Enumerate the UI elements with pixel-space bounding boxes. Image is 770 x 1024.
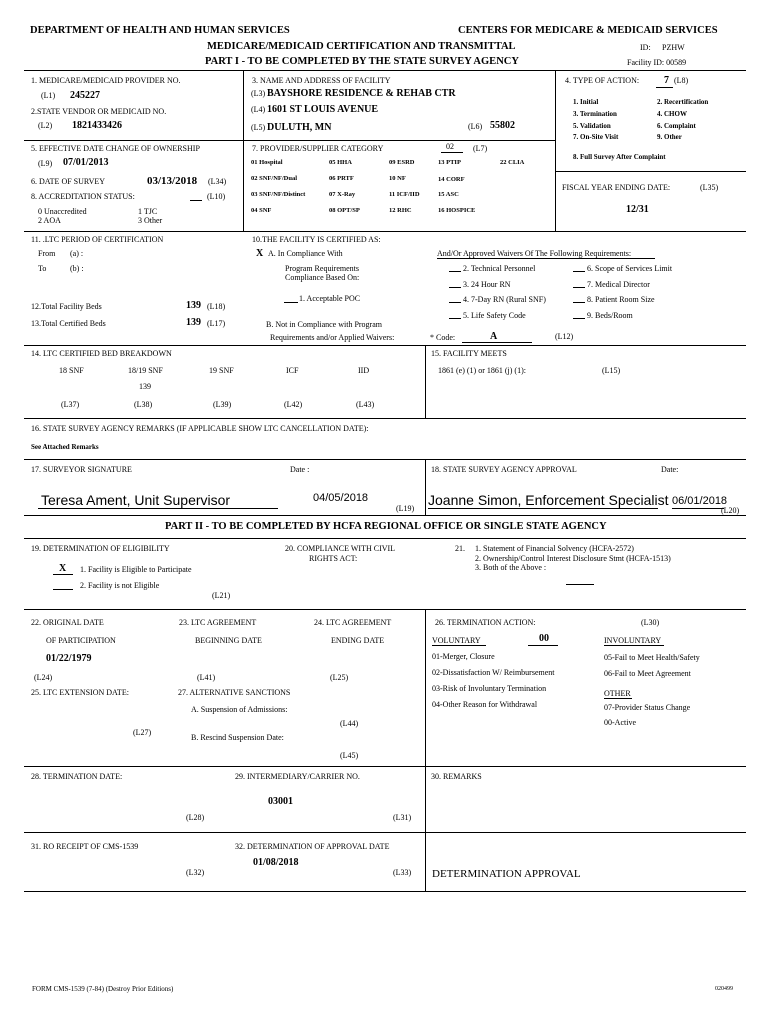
s7-code: (L7) — [473, 144, 488, 153]
rule — [555, 70, 556, 231]
bed-col: 18 SNF — [59, 366, 84, 375]
facility-zip: 55802 — [490, 120, 515, 131]
s11-to-b: (b) : — [70, 264, 84, 273]
s25-code: (L27) — [133, 728, 152, 737]
s17-date-label: Date : — [290, 465, 310, 474]
total-certified-beds: 139 — [186, 317, 201, 328]
bed-col: ICF — [286, 366, 299, 375]
s1-label: 1. MEDICARE/MEDICAID PROVIDER NO. — [31, 76, 181, 85]
s3-l6: (L6) — [468, 122, 483, 131]
s10-b1: B. Not in Compliance with Program — [266, 320, 382, 329]
s11-to: To — [38, 264, 47, 273]
s24-label: 24. LTC AGREEMENT — [314, 618, 392, 627]
s21-o1: 1. Statement of Financial Solvency (HCFA-2572) — [475, 544, 634, 553]
bed-code: (L39) — [213, 400, 232, 409]
s24-code: (L25) — [330, 673, 349, 682]
underline — [449, 287, 461, 288]
waiver-item: 5. Life Safety Code — [463, 311, 526, 320]
original-date: 01/22/1979 — [46, 653, 92, 664]
underline — [190, 200, 202, 201]
category-opt: 16 HOSPICE — [438, 207, 476, 214]
s8-label: 8. ACCREDITATION STATUS: — [31, 192, 135, 201]
category-opt: 10 NF — [389, 175, 406, 182]
s4-opt: 1. Initial — [573, 98, 599, 106]
s15-code: (L15) — [602, 366, 621, 375]
cms-title: CENTERS FOR MEDICARE & MEDICAID SERVICES — [458, 25, 718, 36]
s18-code: (L20) — [721, 506, 740, 515]
s10-label: 10.THE FACILITY IS CERTIFIED AS: — [252, 235, 381, 244]
s8-opt: 0 Unaccredited — [38, 207, 87, 216]
voluntary-opt: 01-Merger, Closure — [432, 652, 495, 661]
provider-category: 02 — [446, 142, 454, 151]
form-title: MEDICARE/MEDICAID CERTIFICATION AND TRANSMITTAL — [207, 41, 516, 52]
underline — [284, 302, 298, 303]
underline — [604, 645, 664, 646]
category-opt: 04 SNF — [251, 207, 272, 214]
s26-label: 26. TERMINATION ACTION: — [435, 618, 536, 627]
rule — [24, 418, 746, 419]
eligibility-mark: X — [59, 563, 67, 574]
s4-opt: 2. Recertification — [657, 98, 709, 106]
s4-opt: 3. Termination — [573, 110, 617, 118]
underline — [449, 271, 461, 272]
category-opt: 02 SNF/NF/Dual — [251, 175, 298, 182]
underline — [573, 287, 585, 288]
id-value: PZHW — [662, 43, 685, 52]
underline — [53, 589, 73, 590]
rule — [555, 171, 746, 172]
s27-l44: (L44) — [340, 719, 359, 728]
s4-opt: 8. Full Survey After Complaint — [573, 153, 666, 161]
remarks-text: See Attached Remarks — [31, 443, 99, 451]
underline — [449, 302, 461, 303]
s3-l5: (L5) — [251, 123, 266, 132]
s14-label: 14. LTC CERTIFIED BED BREAKDOWN — [31, 349, 172, 358]
waiver-item: 9. Beds/Room — [587, 311, 633, 320]
intermediary-no: 03001 — [268, 796, 293, 807]
underline — [437, 258, 655, 259]
rule — [24, 459, 746, 460]
bed-value: 139 — [139, 382, 151, 391]
s15-text: 1861 (e) (1) or 1861 (j) (1): — [438, 366, 526, 375]
s19-label: 19. DETERMINATION OF ELIGIBILITY — [31, 544, 170, 553]
s8-code: (L10) — [207, 192, 226, 201]
bed-code: (L42) — [284, 400, 303, 409]
bed-col: IID — [358, 366, 370, 375]
s11-from-a: (a) : — [70, 249, 84, 258]
s8-opt: 1 TJC — [138, 207, 158, 216]
category-opt: 01 Hospital — [251, 159, 283, 166]
s6-code: (L34) — [208, 177, 227, 186]
s31-label: 31. RO RECEIPT OF CMS-1539 — [31, 842, 139, 851]
s10-a: A. In Compliance With — [268, 249, 343, 258]
ownership-date: 07/01/2013 — [63, 157, 109, 168]
s10-b2: Requirements and/or Applied Waivers: — [270, 333, 395, 342]
s10-acc: 1. Acceptable POC — [299, 294, 361, 303]
s23-code: (L41) — [197, 673, 216, 682]
surveyor-date: 04/05/2018 — [313, 492, 369, 504]
s23-sub: BEGINNING DATE — [195, 636, 262, 645]
s17-code: (L19) — [396, 504, 415, 513]
s2-label: 2.STATE VENDOR OR MEDICAID NO. — [31, 107, 167, 116]
s28-label: 28. TERMINATION DATE: — [31, 772, 123, 781]
facility-street: 1601 ST LOUIS AVENUE — [267, 104, 379, 115]
s1-code: (L1) — [41, 91, 56, 100]
other-opt: 07-Provider Status Change — [604, 703, 691, 712]
underline — [573, 302, 585, 303]
rule — [243, 70, 244, 231]
s4-opt: 4. CHOW — [657, 110, 687, 118]
s24-sub: ENDING DATE — [331, 636, 385, 645]
category-opt: 13 PTIP — [438, 159, 461, 166]
approval-date: 06/01/2018 — [672, 495, 728, 507]
s8-opt: 3 Other — [138, 216, 163, 225]
termination-code: 00 — [539, 633, 549, 644]
s18-label: 18. STATE SURVEY AGENCY APPROVAL — [431, 465, 577, 474]
type-of-action: 7 — [664, 75, 669, 86]
s21-o2: 2. Ownership/Control Interest Disclosure Stmt (HCFA-1513) — [475, 554, 671, 563]
category-opt: 05 HHA — [329, 159, 352, 166]
s20-label1: 20. COMPLIANCE WITH CIVIL — [285, 544, 396, 553]
s10-prog1: Program Requirements — [285, 264, 359, 273]
waiver-item: 8. Patient Room Size — [587, 295, 655, 304]
s2-code: (L2) — [38, 121, 53, 130]
s3-l3: (L3) — [251, 89, 266, 98]
s19-code: (L21) — [212, 591, 231, 600]
survey-date: 03/13/2018 — [147, 175, 198, 187]
dept-title: DEPARTMENT OF HEALTH AND HUMAN SERVICES — [30, 25, 290, 36]
rule — [24, 231, 746, 232]
category-opt: 06 PRTF — [329, 175, 354, 182]
involuntary-opt: 06-Fail to Meet Agreement — [604, 669, 691, 678]
fy-label: FISCAL YEAR ENDING DATE: — [562, 183, 671, 192]
form-number: FORM CMS-1539 (7-84) (Destroy Prior Editions) — [32, 985, 174, 993]
category-opt: 08 OPT/SP — [329, 207, 360, 214]
s10-prog2: Compliance Based On: — [285, 273, 360, 282]
category-opt: 07 X-Ray — [329, 191, 356, 198]
underline — [672, 508, 724, 509]
s25-label: 25. LTC EXTENSION DATE: — [31, 688, 129, 697]
involuntary-label: INVOLUNTARY — [604, 636, 662, 645]
determination-approval: DETERMINATION APPROVAL — [432, 868, 581, 880]
l12-code: (L12) — [555, 332, 574, 341]
rule — [425, 459, 426, 515]
s22-label: 22. ORIGINAL DATE — [31, 618, 104, 627]
other-label: OTHER — [604, 689, 631, 698]
s27-b: B. Rescind Suspension Date: — [191, 733, 284, 742]
involuntary-opt: 05-Fail to Meet Health/Safety — [604, 653, 700, 662]
rule — [24, 766, 746, 767]
part1-title: PART I - TO BE COMPLETED BY THE STATE SURVEY AGENCY — [205, 56, 519, 67]
waiver-item: 7. Medical Director — [587, 280, 650, 289]
waiver-item: 2. Technical Personnel — [463, 264, 536, 273]
rule — [425, 609, 426, 891]
s26-code: (L30) — [641, 618, 660, 627]
underline — [604, 698, 632, 699]
s23-label: 23. LTC AGREEMENT — [179, 618, 257, 627]
rule — [425, 345, 426, 418]
s27-a: A. Suspension of Admissions: — [191, 705, 288, 714]
rule — [24, 70, 746, 71]
underline — [53, 574, 73, 575]
underline — [573, 318, 585, 319]
s20-label2: RIGHTS ACT: — [309, 554, 358, 563]
rule — [24, 515, 746, 516]
underline — [441, 152, 463, 153]
s15-label: 15. FACILITY MEETS — [431, 349, 507, 358]
compliance-mark: X — [256, 248, 264, 259]
s30-label: 30. REMARKS — [431, 772, 482, 781]
rule — [24, 140, 555, 141]
facility-name: BAYSHORE RESIDENCE & REHAB CTR — [267, 88, 456, 99]
s27-label: 27. ALTERNATIVE SANCTIONS — [178, 688, 291, 697]
s22-code: (L24) — [34, 673, 53, 682]
other-opt: 00-Active — [604, 718, 636, 727]
part2-title: PART II - TO BE COMPLETED BY HCFA REGIONAL OFFICE OR SINGLE STATE AGENCY — [165, 521, 607, 532]
s3-l4: (L4) — [251, 105, 266, 114]
category-opt: 22 CLIA — [500, 159, 525, 166]
s12-code: (L18) — [207, 302, 226, 311]
s16-label: 16. STATE SURVEY AGENCY REMARKS (IF APPLICABLE SHOW LTC CANCELLATION DATE): — [31, 424, 369, 433]
category-opt: 11 ICF/IID — [389, 191, 420, 198]
bed-code: (L43) — [356, 400, 375, 409]
waiver-item: 6. Scope of Services Limit — [587, 264, 673, 273]
facility-id: Facility ID: 00589 — [627, 58, 687, 67]
voluntary-opt: 04-Other Reason for Withdrawal — [432, 700, 538, 709]
total-facility-beds: 139 — [186, 300, 201, 311]
s21-num: 21. — [455, 544, 465, 553]
s12-label: 12.Total Facility Beds — [31, 302, 102, 311]
rule — [24, 891, 746, 892]
s4-opt: 9. Other — [657, 133, 682, 141]
s29-label: 29. INTERMEDIARY/CARRIER NO. — [235, 772, 360, 781]
rule — [24, 609, 746, 610]
bed-code: (L37) — [61, 400, 80, 409]
s4-opt: 5. Validation — [573, 122, 611, 130]
waivers-label: And/Or Approved Waivers Of The Following Requirements: — [437, 249, 632, 258]
s31-code: (L32) — [186, 868, 205, 877]
underline — [432, 645, 486, 646]
underline — [566, 584, 594, 585]
category-opt: 12 RHC — [389, 207, 412, 214]
underline — [428, 508, 658, 509]
s32-code: (L33) — [393, 868, 412, 877]
voluntary-opt: 03-Risk of Involuntary Termination — [432, 684, 547, 693]
category-opt: 14 CORF — [438, 176, 465, 183]
surveyor-signature: Teresa Ament, Unit Supervisor — [41, 492, 231, 508]
underline — [462, 342, 532, 343]
rule — [24, 345, 746, 346]
footer-code: 020499 — [715, 986, 733, 992]
s6-label: 6. DATE OF SURVEY — [31, 177, 106, 186]
waiver-item: 4. 7-Day RN (Rural SNF) — [463, 295, 546, 304]
bed-col: 18/19 SNF — [128, 366, 163, 375]
category-opt: 09 ESRD — [389, 159, 415, 166]
code-value: A — [490, 331, 498, 342]
fy-code: (L35) — [700, 183, 719, 192]
s18-date-label: Date: — [661, 465, 679, 474]
voluntary-label: VOLUNTARY — [432, 636, 481, 645]
approval-determination-date: 01/08/2018 — [253, 857, 299, 868]
s29-code: (L31) — [393, 813, 412, 822]
s4-code: (L8) — [674, 76, 689, 85]
s13-code: (L17) — [207, 319, 226, 328]
s19-o2: 2. Facility is not Eligible — [80, 581, 160, 590]
underline — [528, 645, 558, 646]
s4-opt: 7. On-Site Visit — [573, 133, 619, 141]
s8-opt: 2 AOA — [38, 216, 61, 225]
s22-sub: OF PARTICIPATION — [46, 636, 116, 645]
underline — [449, 318, 461, 319]
medicaid-no: 1821433426 — [72, 120, 122, 131]
underline — [573, 271, 585, 272]
fiscal-year: 12/31 — [626, 204, 649, 215]
rule — [24, 832, 746, 833]
s3-label: 3. NAME AND ADDRESS OF FACILITY — [252, 76, 391, 85]
s19-o1: 1. Facility is Eligible to Participate — [80, 565, 192, 574]
s13-label: 13.Total Certified Beds — [31, 319, 106, 328]
provider-no: 245227 — [70, 90, 100, 101]
voluntary-opt: 02-Dissatisfaction W/ Reimbursement — [432, 668, 555, 677]
s32-label: 32. DETERMINATION OF APPROVAL DATE — [235, 842, 390, 851]
s11-from: From — [38, 249, 56, 258]
s5-label: 5. EFFECTIVE DATE CHANGE OF OWNERSHIP — [31, 144, 200, 153]
waiver-item: 3. 24 Hour RN — [463, 280, 511, 289]
underline — [656, 87, 673, 88]
s28-code: (L28) — [186, 813, 205, 822]
s4-opt: 6. Complaint — [657, 122, 696, 130]
id-label: ID: — [640, 43, 651, 52]
s21-o3: 3. Both of the Above : — [475, 563, 547, 572]
approval-signature: Joanne Simon, Enforcement Specialist — [428, 492, 669, 508]
s5-code: (L9) — [38, 159, 53, 168]
s4-label: 4. TYPE OF ACTION: — [565, 76, 640, 85]
facility-city: DULUTH, MN — [267, 122, 332, 133]
s7-label: 7. PROVIDER/SUPPLIER CATEGORY — [252, 144, 384, 153]
category-opt: 15 ASC — [438, 191, 459, 198]
s17-label: 17. SURVEYOR SIGNATURE — [31, 465, 132, 474]
bed-code: (L38) — [134, 400, 153, 409]
underline — [38, 508, 278, 509]
s27-l45: (L45) — [340, 751, 359, 760]
s11-label: 11. .LTC PERIOD OF CERTIFICATION — [31, 235, 164, 244]
bed-col: 19 SNF — [209, 366, 234, 375]
rule — [24, 538, 746, 539]
code-label: * Code: — [430, 333, 456, 342]
category-opt: 03 SNF/NF/Distinct — [251, 191, 306, 198]
